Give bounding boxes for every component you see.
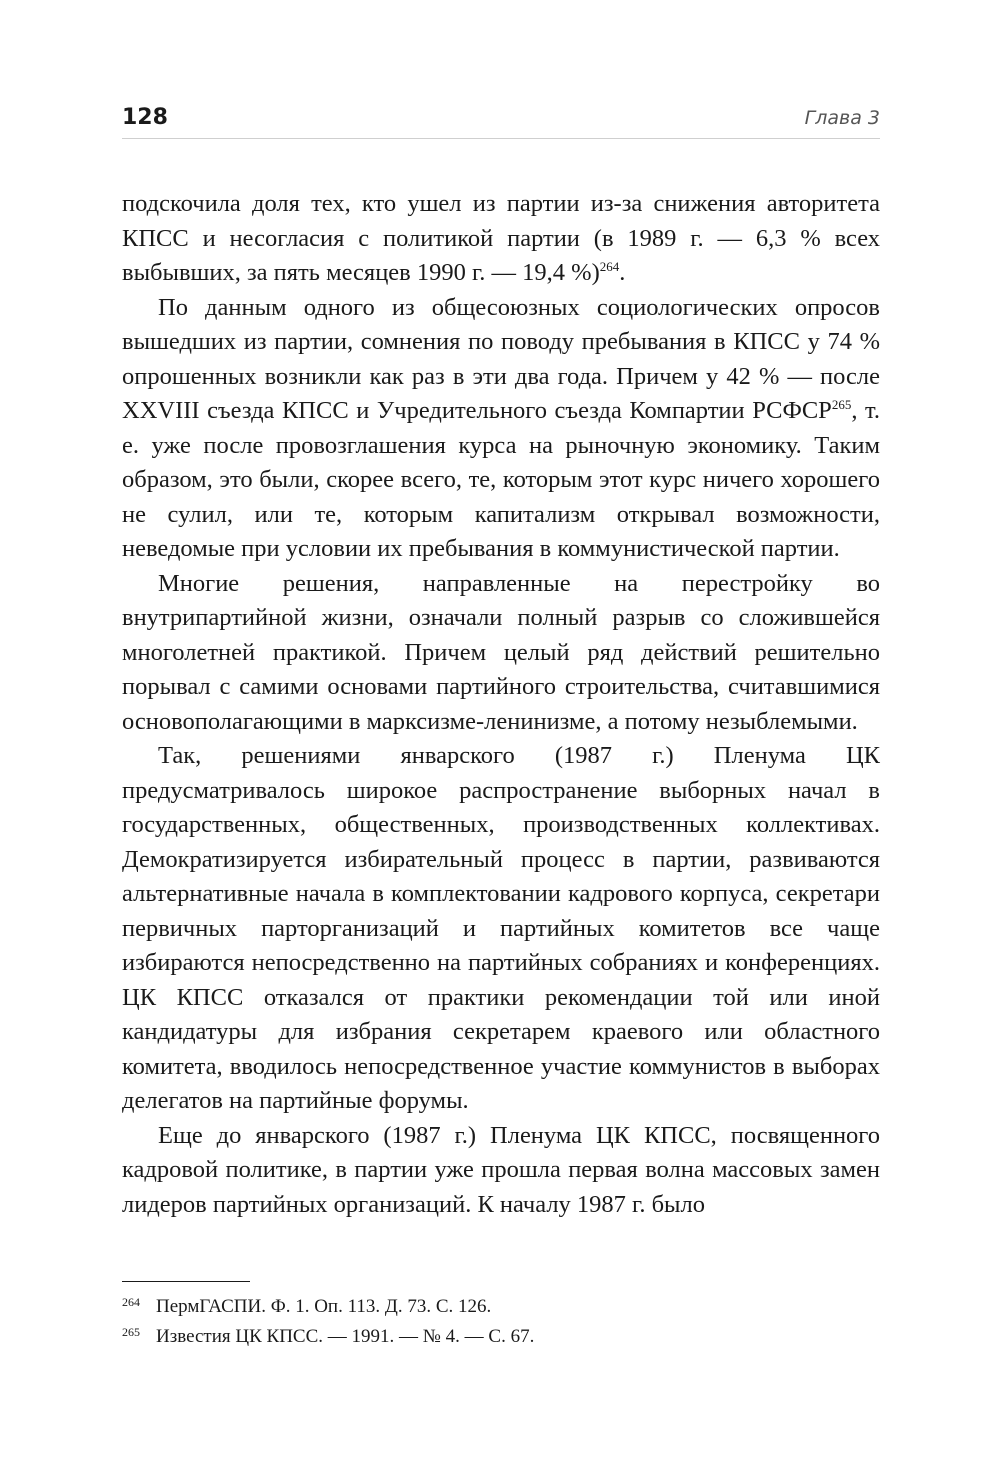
paragraph-text: Так, решениями январского (1987 г.) Пленума ЦК предусматривалось широкое распространение выборных начал в государственных, общественных, производственных коллективах. Демократизируется избирательный процесс в партии, развиваются альтернативные начала в комплектовании кадрового корпуса, секретари первичных парторганизаций и партийных комитетов все чаще избираются непосредственно на партийных собраниях и конференциях. ЦК КПСС отказался от практики рекомендации той или иной кандидатуры для избрания секретарем краевого или областного комитета, вводилось непосредственное участие коммунистов в выборах делегатов на партийные форумы. <box>122 742 880 1114</box>
footnote-divider <box>122 1281 250 1282</box>
footnote-reference: 265 <box>831 396 852 412</box>
paragraph <box>122 567 880 740</box>
footnote <box>122 1292 880 1322</box>
footnote <box>122 1322 880 1352</box>
paragraph-text: Многие решения, направленные на перестройку во внутрипартийной жизни, означали полный разрыв со сложившейся многолетней практикой. Причем целый ряд действий решительно порывал с самими основами партийного строительства, считавшимися основополагающими в марксизме-ленинизме, а потому незыблемыми. <box>122 569 880 735</box>
header-divider <box>122 138 880 139</box>
footnote-text: Известия ЦК КПСС. — 1991. — № 4. — С. 67. <box>156 1326 535 1347</box>
paragraph <box>122 739 880 1119</box>
footnote-number: 264 <box>122 1295 140 1309</box>
footnote-text: ПермГАСПИ. Ф. 1. Оп. 113. Д. 73. С. 126. <box>156 1296 492 1317</box>
chapter-title: Глава 3 <box>804 107 880 129</box>
paragraph-text: По данным одного из общесоюзных социологических опросов вышедших из партии, сомнения по поводу пребывания в КПСС у 74 % опрошенных возникли как раз в эти два года. Причем у 42 % — после XXVIII съезда КПСС и Учредительного съезда Компартии РСФСР <box>122 293 880 424</box>
footnotes <box>122 1292 880 1352</box>
paragraph <box>122 187 880 291</box>
main-text <box>122 187 880 1222</box>
paragraph-text: Еще до январского (1987 г.) Пленума ЦК КПСС, посвященного кадровой политике, в партии уже прошла первая волна массовых замен лидеров партийных организаций. К началу 1987 г. было <box>122 1121 880 1218</box>
paragraph <box>122 291 880 567</box>
paragraph-text: , т. е. уже после провозглашения курса на рыночную экономику. Таким образом, это были, скорее всего, те, которым этот курс ничего хорошего не сулил, или те, которым капитализм открывал возможности, неведомые при условии их пребывания в коммунистической партии. <box>122 397 880 562</box>
page-number: 128 <box>122 105 168 130</box>
paragraph-text: подскочила доля тех, кто ушел из партии из-за снижения авторитета КПСС и несогласия с политикой партии (в 1989 г. — 6,3 % всех выбывших, за пять месяцев 1990 г. — 19,4 %) <box>122 190 880 286</box>
running-header <box>122 103 880 135</box>
paragraph-text: . <box>619 259 626 286</box>
footnote-reference: 264 <box>599 258 620 274</box>
footnote-number: 265 <box>122 1325 140 1339</box>
paragraph <box>122 1119 880 1223</box>
